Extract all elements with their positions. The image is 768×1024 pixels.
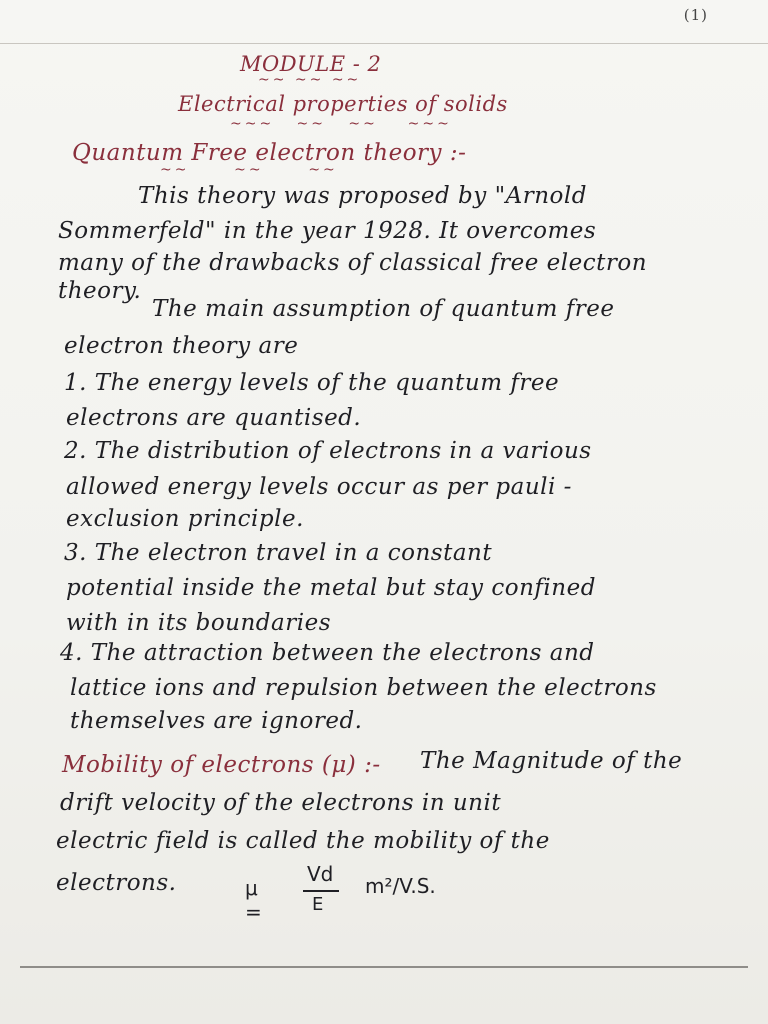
assumption-line: 1. The energy levels of the quantum free	[64, 370, 560, 396]
module-title: MODULE - 2	[240, 52, 382, 76]
underline-squiggle: ~~~ ~~ ~~ ~~~	[230, 116, 452, 132]
fraction-bar	[303, 890, 339, 892]
section-heading: Quantum Free electron theory :-	[72, 140, 467, 166]
chapter-title: Electrical properties of solids	[178, 92, 508, 116]
assumption-line: 3. The electron travel in a constant	[64, 540, 493, 566]
underline-squiggle: ~~ ~~ ~~	[160, 162, 338, 178]
paragraph-line: electron theory are	[64, 333, 299, 359]
paragraph-line: This theory was proposed by "Arnold	[138, 183, 587, 209]
paragraph-line: many of the drawbacks of classical free electron	[58, 250, 648, 276]
assumption-line: lattice ions and repulsion between the electrons	[70, 675, 657, 701]
paragraph-line: theory.	[58, 278, 142, 304]
assumption-line: potential inside the metal but stay confined	[66, 575, 596, 601]
mobility-line: electrons.	[56, 870, 177, 896]
page-number: (1)	[683, 6, 708, 24]
mobility-line: The Magnitude of the	[420, 748, 683, 774]
top-rule	[0, 43, 768, 44]
paragraph-line: The main assumption of quantum free	[152, 296, 615, 322]
assumption-line: exclusion principle.	[66, 506, 304, 532]
assumption-line: 2. The distribution of electrons in a various	[64, 438, 592, 464]
assumption-line: allowed energy levels occur as per pauli -	[66, 474, 572, 500]
mobility-heading: Mobility of electrons (μ) :-	[62, 752, 381, 778]
formula-units: m²/V.S.	[365, 874, 436, 898]
assumption-line: 4. The attraction between the electrons and	[60, 640, 595, 666]
bottom-rule	[20, 966, 748, 968]
formula-lhs: μ =	[245, 876, 262, 924]
assumption-line: themselves are ignored.	[70, 708, 363, 734]
assumption-line: with in its boundaries	[66, 610, 331, 636]
mobility-line: drift velocity of the electrons in unit	[60, 790, 502, 816]
underline-squiggle: ~~ ~~ ~~	[258, 72, 362, 88]
formula-denominator: E	[312, 894, 324, 915]
paragraph-line: Sommerfeld" in the year 1928. It overcomes	[58, 218, 597, 244]
mobility-line: electric field is called the mobility of the	[56, 828, 550, 854]
assumption-line: electrons are quantised.	[66, 405, 362, 431]
formula-numerator: Vd	[307, 862, 334, 886]
